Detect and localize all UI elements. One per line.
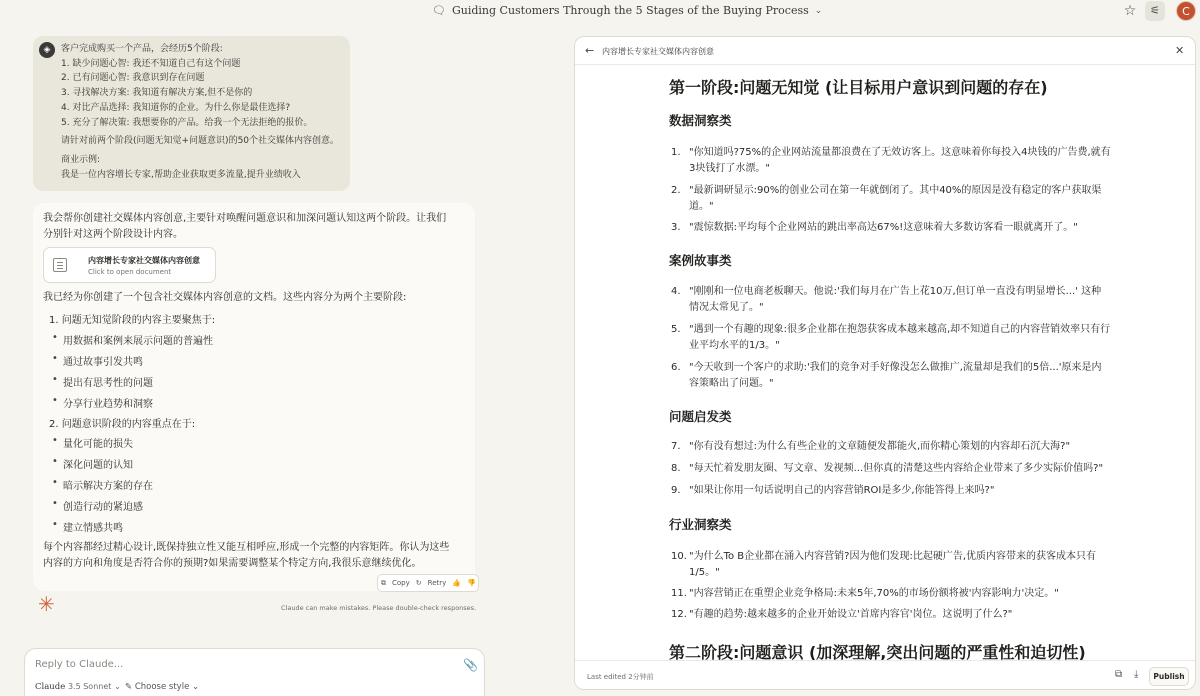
- list-item: • 分享行业趋势和洞察: [63, 395, 153, 410]
- retry-button[interactable]: Retry: [427, 579, 447, 587]
- chat-title: Guiding Customers Through the 5 Stages of the Buying Process: [451, 4, 809, 17]
- thumbs-up-icon[interactable]: 👍: [452, 579, 461, 587]
- user-line: 客户完成购买一个产品，会经历5个阶段:: [61, 44, 223, 54]
- publish-button[interactable]: Publish: [1149, 667, 1189, 686]
- list-item: • 创造行动的紧迫感: [63, 498, 143, 513]
- list-item: 10. "为什么To B企业都在涌入内容营销?因为他们发现:比起硬广告,优质内容带来的获客成本只有1/5。": [671, 551, 1097, 578]
- user-line: 4. 对比产品选择: 我知道你的企业。为什么你是最佳选择?: [61, 102, 291, 113]
- download-icon[interactable]: ⤓: [1134, 669, 1139, 680]
- stage1-heading: 第一阶段:问题无知觉 (让目标用户意识到问题的存在): [669, 78, 1048, 97]
- assistant-intro: 我会帮你创建社交媒体内容创意,主要针对唤醒问题意识和加深问题认知这两个阶段。让我们分别针对这两个阶段设计内容。: [43, 213, 447, 240]
- user-line: 5. 充分了解决策: 我想要你的产品。给我一个无法拒绝的报价。: [61, 117, 313, 128]
- attach-paperclip-icon[interactable]: 📎: [463, 658, 478, 672]
- user-line: 3. 寻找解决方案: 我知道有解决方案,但不是你的: [61, 88, 253, 99]
- artifact-header: [575, 37, 1196, 65]
- list-item: • 建立情感共鸣: [63, 519, 123, 534]
- user-line: 我是一位内容增长专家,帮助企业获取更多流量,提升业绩收入: [61, 169, 301, 180]
- last-edited: Last edited 2分钟前: [587, 673, 654, 681]
- chevron-down-icon: ⌄: [814, 5, 823, 16]
- list-item: 12. "有趣的趋势:越来越多的企业开始设立'首席内容官'岗位。这说明了什么?": [671, 609, 1013, 620]
- list-item: 3. "震惊数据:平均每个企业网站的跳出率高达67%!这意味着大多数访客看一眼就离开了。": [671, 222, 1078, 233]
- chat-bubble-icon: 🗨: [432, 4, 446, 17]
- message-actions: [377, 574, 479, 592]
- copy-icon[interactable]: ⧉: [381, 578, 386, 587]
- list-item: • 提出有思考性的问题: [63, 374, 153, 389]
- user-line: 2. 已有问题心智: 我意识到存在问题: [61, 73, 205, 84]
- document-card[interactable]: [43, 247, 216, 283]
- copy-button[interactable]: Copy: [392, 579, 410, 587]
- list-item: • 暗示解决方案的存在: [63, 477, 153, 492]
- list-item: 6. "今天收到一个客户的求助:'我们的竞争对手好像没怎么做推广,流量却是我们的5倍...'原来是内容策略出了问题。": [671, 362, 1102, 389]
- chat-title-dropdown[interactable]: [432, 4, 822, 17]
- user-message: [33, 36, 350, 191]
- user-badge-icon: ◈: [39, 42, 55, 58]
- retry-icon[interactable]: ↻: [415, 579, 422, 587]
- list-item: 8. "每天忙着发朋友圈、写文章、发视频...但你真的清楚这些内容给企业带来了多少实际价值吗?": [671, 463, 1104, 474]
- top-bar: [0, 0, 1200, 24]
- back-arrow-icon[interactable]: ←: [585, 44, 595, 57]
- list-item: • 通过故事引发共鸣: [63, 353, 143, 368]
- reply-input[interactable]: Reply to Claude...: [35, 659, 124, 670]
- list-item: 5. "遇到一个有趣的现象:很多企业都在抱怨获客成本越来越高,却不知道自己的内容营销效率只有行业平均水平的1/3。": [671, 324, 1111, 351]
- stage-heading: 2. 问题意识阶段的内容重点在于:: [49, 419, 196, 430]
- chevron-down-icon: ⌄: [192, 682, 200, 692]
- model-selector[interactable]: [35, 682, 121, 692]
- star-icon[interactable]: ☆: [1123, 3, 1137, 19]
- list-item: • 深化问题的认知: [63, 456, 133, 471]
- list-item: • 用数据和案例来展示问题的普遍性: [63, 332, 213, 347]
- document-card-subtitle: Click to open document: [88, 268, 172, 276]
- disclaimer: Claude can make mistakes. Please double-check responses.: [281, 604, 477, 612]
- list-item: 1. "你知道吗?75%的企业网站流量都浪费在了无效访客上。这意味着你每投入4块钱的广告费,就有3块钱打了水漂。": [671, 147, 1111, 174]
- choose-style-button[interactable]: [125, 682, 199, 692]
- list-item: 11. "内容营销正在重塑企业竞争格局:未来5年,70%的市场份额将被'内容影响力'决定。": [671, 588, 1059, 599]
- chevron-down-icon: ⌄: [114, 682, 121, 691]
- model-version: 3.5 Sonnet: [67, 682, 112, 691]
- list-item: 7. "你有没有想过:为什么有些企业的文章随便发都能火,而你精心策划的内容却石沉大海?": [671, 441, 1071, 452]
- assistant-outro: 每个内容都经过精心设计,既保持独立性又能互相呼应,形成一个完整的内容矩阵。你认为这些内容的方向和角度是否符合你的预期?如果需要调整某个特定方向,我很乐意继续优化。: [43, 542, 450, 569]
- document-card-title: 内容增长专家社交媒体内容创意: [88, 256, 200, 265]
- user-line: 1. 缺少问题心智: 我还不知道自己有这个问题: [61, 58, 241, 69]
- copy-icon[interactable]: ⧉: [1115, 669, 1123, 680]
- list-item: 2. "最新调研显示:90%的创业公司在第一年就倒闭了。其中40%的原因是没有稳定的客户获取渠道。": [671, 185, 1102, 212]
- artifact-title: 内容增长专家社交媒体内容创意: [602, 47, 714, 56]
- assistant-message: [33, 203, 475, 591]
- reply-box[interactable]: [24, 648, 485, 696]
- section-heading: 案例故事类: [669, 253, 732, 268]
- avatar[interactable]: C: [1176, 1, 1196, 21]
- style-icon: ✎: [125, 682, 133, 692]
- list-item: • 量化可能的损失: [63, 435, 133, 450]
- model-name: Claude: [35, 682, 66, 692]
- artifact-footer: [575, 660, 1196, 690]
- section-heading: 行业洞察类: [669, 517, 732, 532]
- thumbs-down-icon[interactable]: 👎: [466, 579, 476, 587]
- section-heading: 问题启发类: [669, 409, 732, 424]
- close-icon[interactable]: ✕: [1175, 44, 1185, 57]
- list-item: 4. "刚刚和一位电商老板聊天。他说:'我们每月在广告上花10万,但订单一直没有明显增长...' 这种情况太常见了。": [671, 286, 1102, 313]
- assistant-summary: 我已经为你创建了一个包含社交媒体内容创意的文档。这些内容分为两个主要阶段:: [43, 292, 407, 303]
- claude-logo-icon: ✳: [38, 592, 55, 616]
- choose-style-label: Choose style: [134, 682, 190, 692]
- stage-heading: 1. 问题无知觉阶段的内容主要聚焦于:: [49, 315, 216, 326]
- list-item: 9. "如果让你用一句话说明自己的内容营销ROI是多少,你能答得上来吗?": [671, 485, 995, 496]
- section-heading: 数据洞察类: [669, 113, 732, 128]
- document-icon: [53, 258, 67, 272]
- user-line: 请针对前两个阶段(问题无知觉+问题意识)的50个社交媒体内容创意。: [61, 136, 340, 147]
- artifact-panel: [574, 36, 1196, 690]
- artifact-content: [575, 65, 1196, 660]
- user-line: 商业示例:: [61, 154, 101, 165]
- stage2-heading: 第二阶段:问题意识 (加深理解,突出问题的严重性和迫切性): [669, 643, 1086, 660]
- settings-sliders-icon[interactable]: ⚟: [1145, 1, 1165, 21]
